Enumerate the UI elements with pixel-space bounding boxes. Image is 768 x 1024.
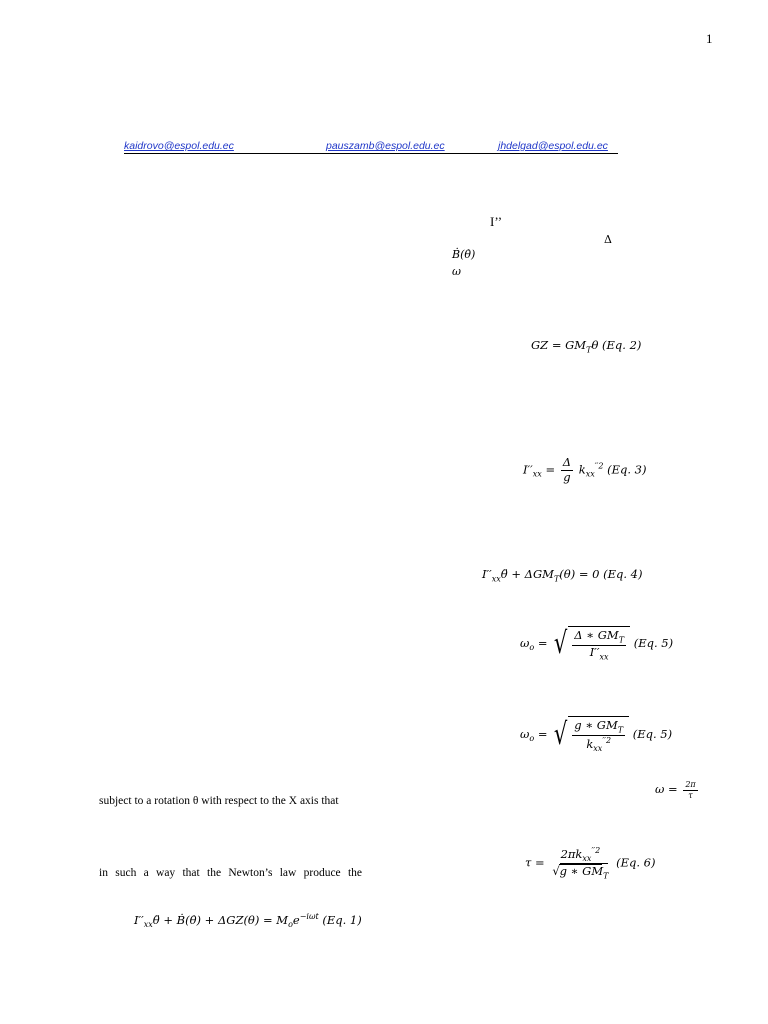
email-link-2[interactable]: pauszamb@espol.edu.ec [326, 140, 445, 152]
page-number: 1 [706, 31, 713, 46]
body-text-line-2: in such a way that the Newton’s law produce the [99, 867, 362, 879]
equation-5b: $\omega_o$ = √ $\frac{g ∗ GM_T}{k_{xx}^{''2}}$ (Eq. 5) [520, 716, 673, 754]
symbol-omega: ω [452, 265, 461, 278]
symbol-i-double-prime: I’’ [490, 214, 503, 229]
equation-1: $I''_{xx}\thetä$ + Ḃ(θ̇) + $\Delta GZ(\theta) = M_oe^{-i\omega t}$ (Eq. 1) [134, 912, 362, 930]
equation-3: $I''_{xx}$ = $\frac{\Delta}{g}$ $k_{xx}^{''2}$ (Eq. 3) [523, 455, 647, 484]
symbol-delta: Δ [604, 233, 612, 246]
omega-definition: ω = $\frac{2\pi}{\tau}$ [655, 780, 696, 800]
equation-2: GZ = $GM_T\theta$ (Eq. 2) [531, 338, 642, 355]
email-link-3[interactable]: jhdelgad@espol.edu.ec [498, 140, 608, 152]
equation-5a: $\omega_o$ = √ $\frac{\Delta ∗ GM_T}{I''_{xx}}$ (Eq. 5) [520, 625, 674, 662]
symbol-b-theta-dot: Ḃ(θ̇) [452, 248, 476, 261]
equation-4: $I''_{xx}\thetä + \Delta GM_T(\theta) = 0$ (Eq. 4) [482, 567, 643, 584]
author-rule [124, 153, 618, 154]
body-text-line-1: subject to a rotation θ with respect to the X axis that [99, 795, 339, 807]
email-link-1[interactable]: kaidrovo@espol.edu.ec [124, 140, 234, 152]
equation-6: τ = $\frac{2\pi k_{xx}^{''2}}{√g ∗ GM_T}$ (Eq. 6) [525, 846, 656, 881]
